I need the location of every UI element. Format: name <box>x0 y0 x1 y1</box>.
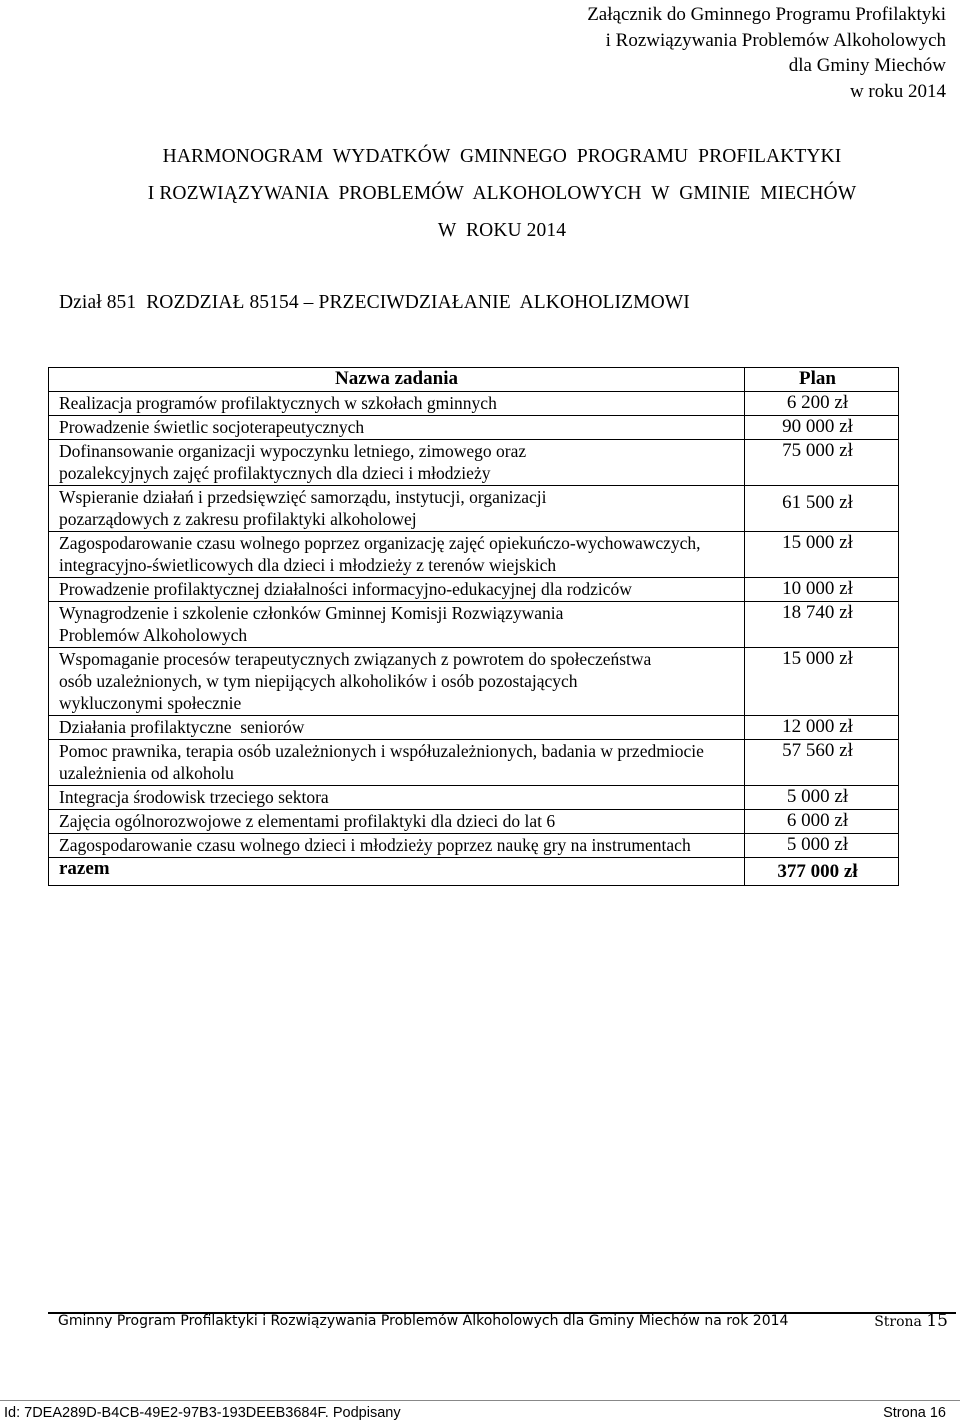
plan-cell: 6 200 zł <box>745 392 899 416</box>
footer-page <box>874 1311 948 1332</box>
total-amount: 377 000 zł <box>745 858 899 886</box>
plan-cell: 15 000 zł <box>745 532 899 578</box>
plan-cell: 10 000 zł <box>745 578 899 602</box>
task-cell: Wspomaganie procesów terapeutycznych związanych z powrotem do społeczeństwa osób uzależnionych, w tym niepijących alkoholików i osób pozostających wykluczonymi społecznie <box>49 648 745 716</box>
plan-cell: 5 000 zł <box>745 786 899 810</box>
task-cell: Pomoc prawnika, terapia osób uzależnionych i współuzależnionych, badania w przedmiocie uzależnienia od alkoholu <box>49 740 745 786</box>
plan-cell: 18 740 zł <box>745 602 899 648</box>
table-row <box>49 740 899 786</box>
annex-header <box>506 2 946 104</box>
total-label: razem <box>49 858 745 886</box>
stamp-divider <box>0 1400 960 1401</box>
footer-text: Gminny Program Profilaktyki i Rozwiązywania Problemów Alkoholowych dla Gminy Miechów na rok 2014 <box>58 1313 789 1329</box>
plan-cell: 5 000 zł <box>745 834 899 858</box>
section-heading: Dział 851 ROZDZIAŁ 85154 – PRZECIWDZIAŁANIE ALKOHOLIZMOWI <box>59 292 690 313</box>
annex-line: dla Gminy Miechów <box>788 55 946 76</box>
plan-cell: 61 500 zł <box>745 486 899 532</box>
budget-table <box>48 367 899 886</box>
plan-cell: 6 000 zł <box>745 810 899 834</box>
title-line: I ROZWIĄZYWANIA PROBLEMÓW ALKOHOLOWYCH W GMINIE MIECHÓW <box>147 183 857 204</box>
table-row <box>49 810 899 834</box>
title-line: HARMONOGRAM WYDATKÓW GMINNEGO PROGRAMU PROFILAKTYKI <box>162 146 842 167</box>
header-task: Nazwa zadania <box>49 368 745 392</box>
plan-cell: 57 560 zł <box>745 740 899 786</box>
task-cell: Integracja środowisk trzeciego sektora <box>49 786 745 810</box>
document-title <box>0 138 960 249</box>
table-row <box>49 834 899 858</box>
task-cell: Prowadzenie świetlic socjoterapeutycznych <box>49 416 745 440</box>
document-id: Id: 7DEA289D-B4CB-49E2-97B3-193DEEB3684F. Podpisany <box>4 1405 401 1421</box>
plan-cell: 15 000 zł <box>745 648 899 716</box>
total-row <box>49 858 899 886</box>
footer-page-label: Strona <box>874 1314 922 1330</box>
plan-cell: 75 000 zł <box>745 440 899 486</box>
task-cell: Wynagrodzenie i szkolenie członków Gminnej Komisji Rozwiązywania Problemów Alkoholowych <box>49 602 745 648</box>
header-plan: Plan <box>745 368 899 392</box>
plan-cell: 12 000 zł <box>745 716 899 740</box>
table-row <box>49 392 899 416</box>
annex-line: w roku 2014 <box>849 80 946 102</box>
signature-stamp <box>4 1405 946 1421</box>
task-cell: Zagospodarowanie czasu wolnego dzieci i młodzieży poprzez naukę gry na instrumentach <box>49 834 745 858</box>
task-cell: Realizacja programów profilaktycznych w szkołach gminnych <box>49 392 745 416</box>
table-row <box>49 786 899 810</box>
table-row <box>49 416 899 440</box>
task-cell: Zagospodarowanie czasu wolnego poprzez organizację zajęć opiekuńczo-wychowawczych, integracyjno-świetlicowych dla dzieci i młodzieży z terenów wiejskich <box>49 532 745 578</box>
table-row <box>49 602 899 648</box>
annex-line: Załącznik do Gminnego Programu Profilaktyki <box>587 4 946 25</box>
footer-page-number: 15 <box>926 1311 948 1331</box>
table-header-row <box>49 368 899 392</box>
table-row <box>49 440 899 486</box>
annex-line: i Rozwiązywania Problemów Alkoholowych <box>605 29 946 51</box>
title-line: W ROKU 2014 <box>437 220 567 241</box>
table-row <box>49 716 899 740</box>
page-footer <box>58 1311 948 1331</box>
task-cell: Dofinansowanie organizacji wypoczynku letniego, zimowego oraz pozalekcyjnych zajęć profilaktycznych dla dzieci i młodzieży <box>49 440 745 486</box>
task-cell: Wspieranie działań i przedsięwzięć samorządu, instytucji, organizacji pozarządowych z zakresu profilaktyki alkoholowej <box>49 486 745 532</box>
table-row <box>49 578 899 602</box>
stamp-page: Strona 16 <box>883 1405 946 1421</box>
task-cell: Działania profilaktyczne seniorów <box>49 716 745 740</box>
table-row <box>49 648 899 716</box>
plan-cell: 90 000 zł <box>745 416 899 440</box>
task-cell: Prowadzenie profilaktycznej działalności informacyjno-edukacyjnej dla rodziców <box>49 578 745 602</box>
table-row <box>49 532 899 578</box>
table-row <box>49 486 899 532</box>
task-cell: Zajęcia ogólnorozwojowe z elementami profilaktyki dla dzieci do lat 6 <box>49 810 745 834</box>
